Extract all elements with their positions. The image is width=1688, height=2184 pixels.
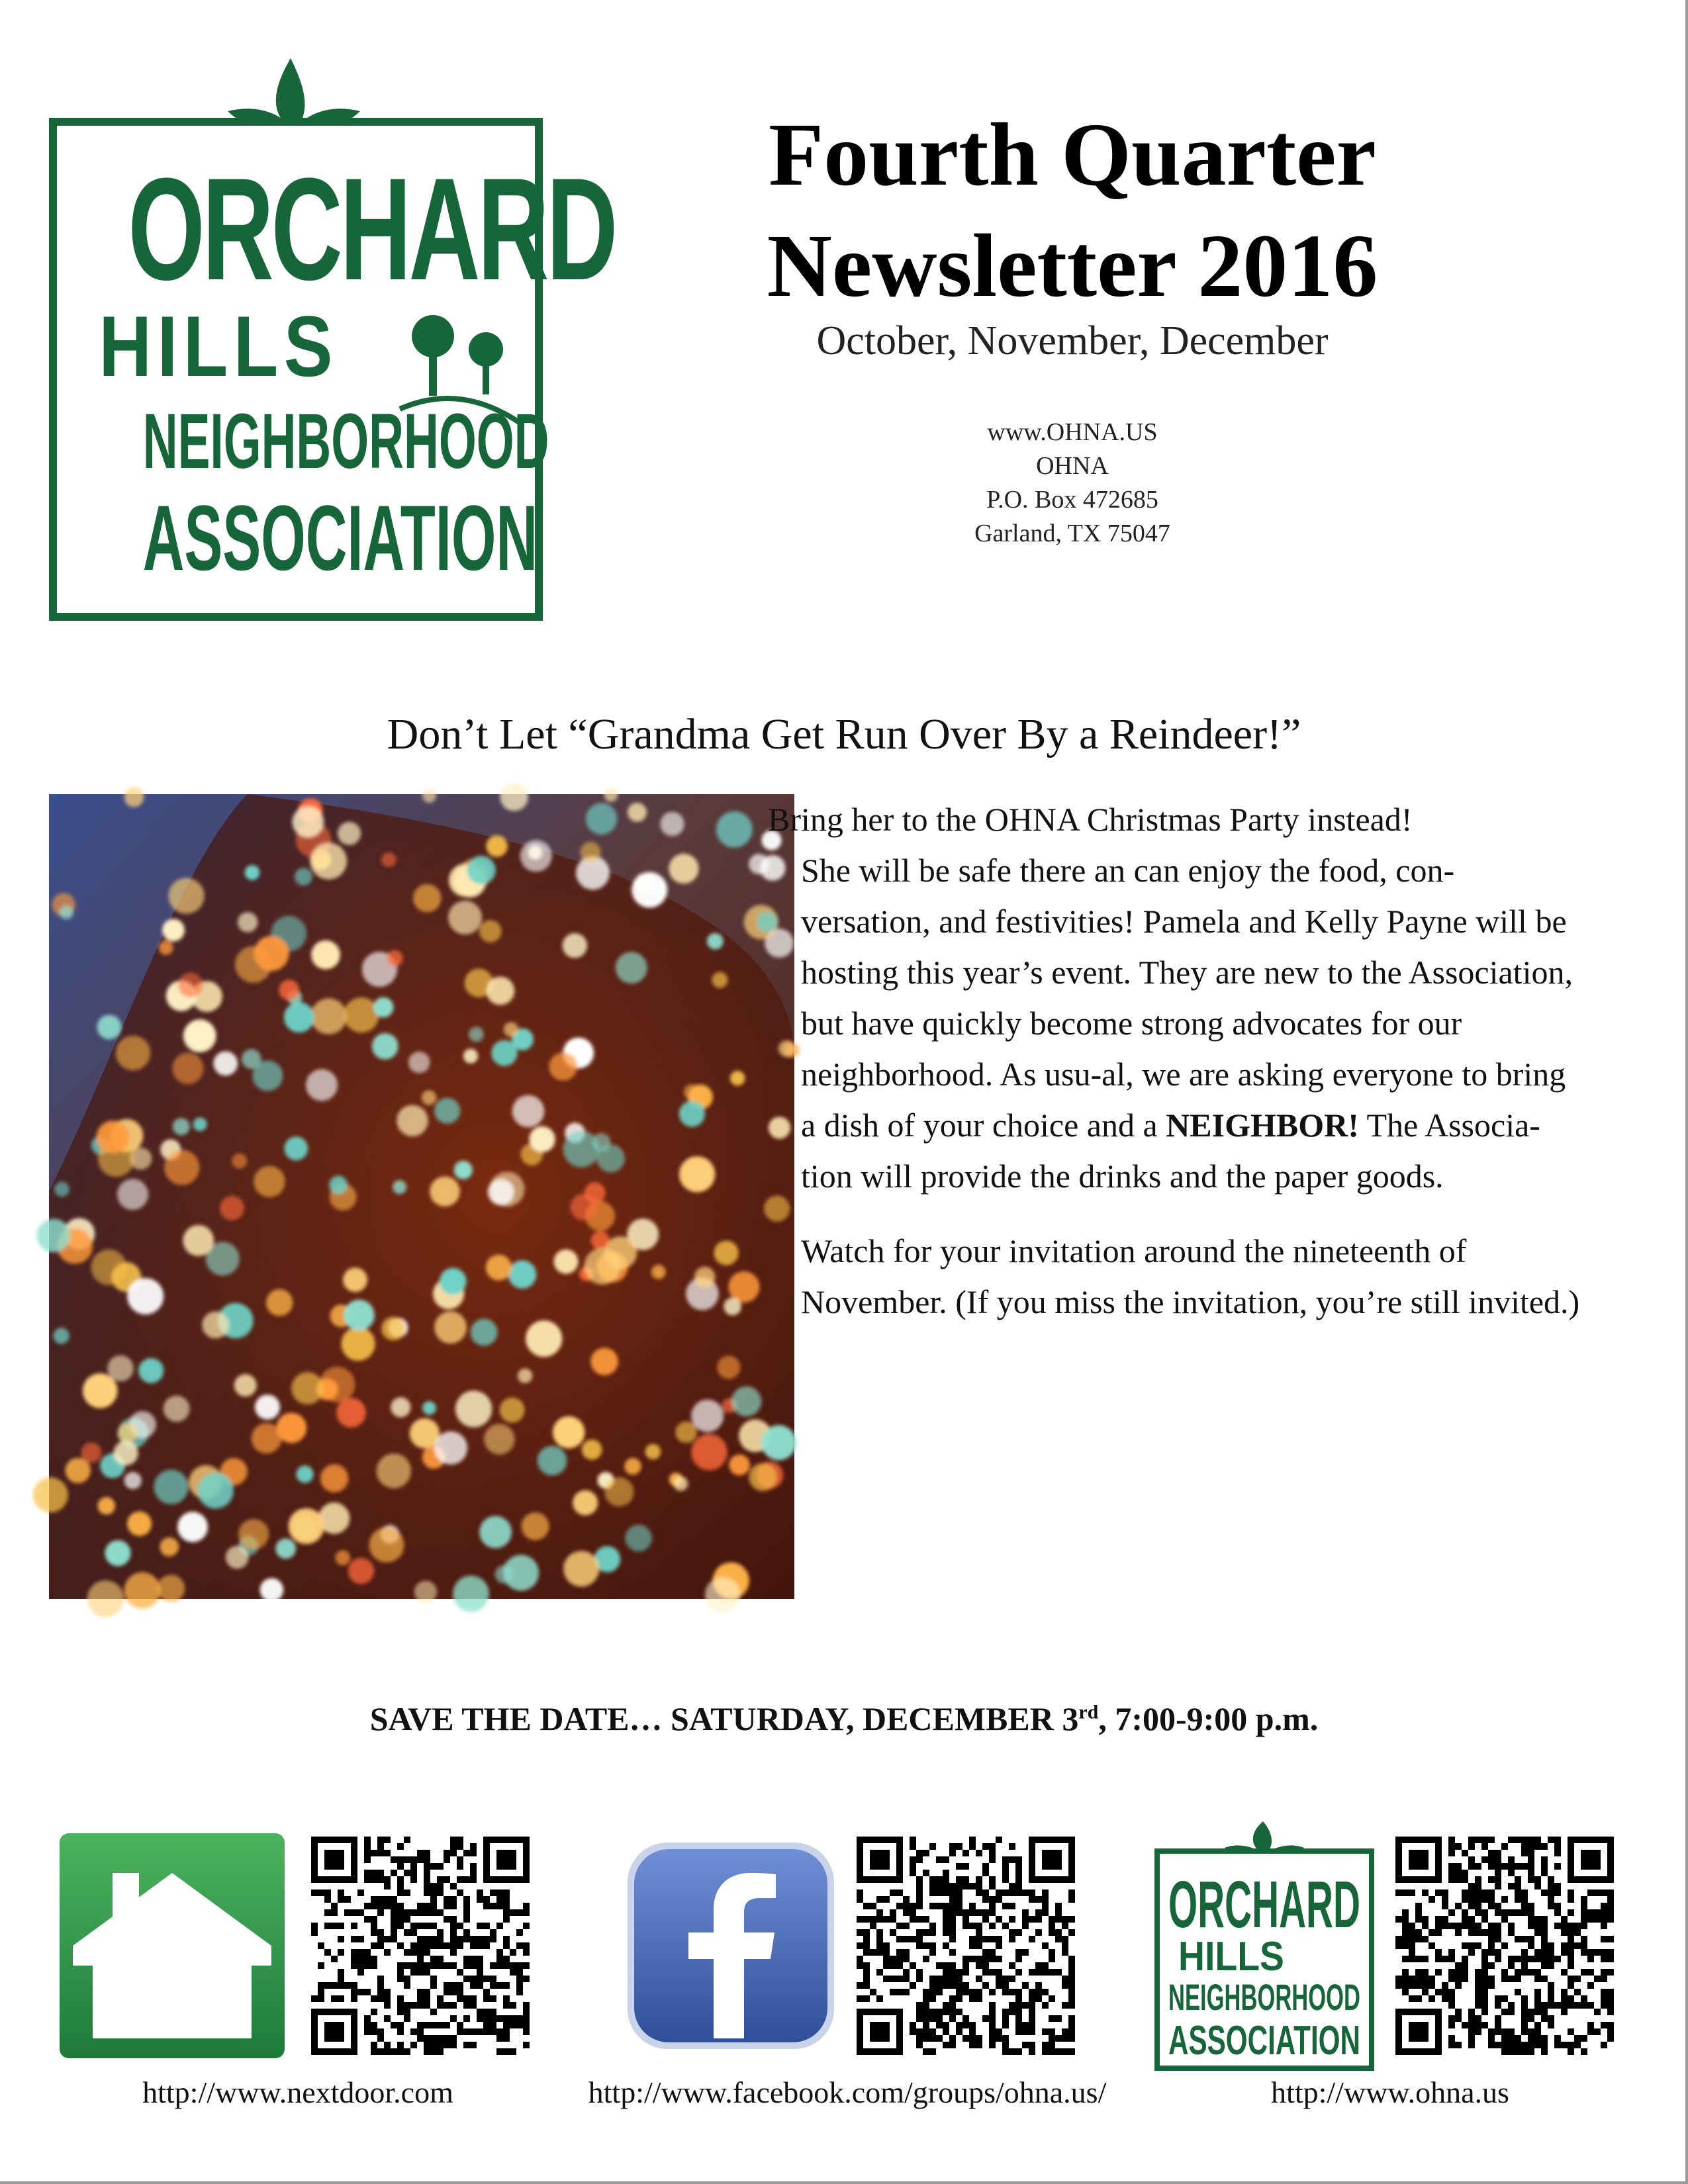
bokeh-light bbox=[434, 1311, 467, 1343]
bokeh-light bbox=[372, 1033, 399, 1060]
bokeh-light bbox=[563, 933, 588, 958]
bokeh-light bbox=[234, 1374, 257, 1396]
bokeh-light bbox=[97, 1015, 122, 1039]
article-paragraph-1 bbox=[768, 794, 1582, 1202]
bokeh-light bbox=[628, 803, 647, 822]
bokeh-light bbox=[731, 1387, 761, 1416]
bokeh-light bbox=[714, 1241, 739, 1265]
bokeh-light bbox=[202, 1312, 229, 1339]
bokeh-light bbox=[691, 1400, 724, 1432]
bokeh-light bbox=[454, 1161, 473, 1179]
bokeh-light bbox=[422, 1401, 436, 1415]
bokeh-light bbox=[320, 1367, 355, 1402]
bokeh-light bbox=[761, 1425, 796, 1460]
bokeh-light bbox=[463, 1049, 478, 1064]
bokeh-light bbox=[255, 1394, 280, 1420]
bokeh-light bbox=[338, 822, 361, 845]
bokeh-light bbox=[254, 936, 289, 971]
bokeh-light bbox=[434, 1098, 460, 1124]
bokeh-light bbox=[590, 1348, 618, 1376]
bokeh-light bbox=[453, 1576, 489, 1612]
bokeh-light bbox=[91, 1250, 127, 1285]
contact-city: Garland, TX 75047 bbox=[974, 520, 1170, 547]
bokeh-light bbox=[669, 854, 698, 884]
bokeh-light bbox=[164, 1396, 190, 1422]
link-nextdoor[interactable]: http://www.nextdoor.com bbox=[142, 2075, 453, 2109]
bokeh-light bbox=[604, 1477, 633, 1506]
qr-code-ohna[interactable] bbox=[1395, 1837, 1614, 2055]
qr-code-facebook[interactable] bbox=[857, 1837, 1075, 2055]
qr-code-nextdoor[interactable] bbox=[311, 1837, 530, 2055]
contact-block bbox=[662, 416, 1483, 551]
bokeh-light bbox=[729, 1455, 750, 1476]
bokeh-light bbox=[342, 1327, 375, 1361]
bokeh-light bbox=[616, 952, 647, 983]
logo-text-association: ASSOCIATION bbox=[142, 486, 538, 590]
bokeh-light bbox=[284, 1002, 314, 1032]
bokeh-light bbox=[422, 789, 436, 803]
bokeh-light bbox=[467, 856, 496, 884]
bokeh-light bbox=[107, 1355, 134, 1382]
christmas-lights-photo bbox=[49, 794, 794, 1599]
contact-website: www.OHNA.US bbox=[987, 418, 1158, 446]
bokeh-light bbox=[479, 920, 502, 942]
bokeh-light bbox=[675, 1422, 697, 1443]
bokeh-light bbox=[159, 940, 173, 955]
bokeh-light bbox=[168, 878, 204, 914]
bokeh-light bbox=[554, 1250, 579, 1274]
bokeh-light bbox=[173, 1118, 190, 1135]
bokeh-light bbox=[712, 972, 727, 988]
bokeh-light bbox=[413, 884, 442, 913]
bokeh-light bbox=[691, 1434, 727, 1471]
bokeh-light bbox=[98, 1497, 116, 1515]
link-ohna[interactable]: http://www.ohna.us bbox=[1271, 2075, 1509, 2109]
bokeh-light bbox=[522, 1512, 549, 1540]
bokeh-light bbox=[117, 1179, 148, 1210]
bokeh-light bbox=[373, 997, 394, 1018]
title-line-1: Fourth Quarter bbox=[769, 105, 1376, 205]
para1-text: She will be safe there an can enjoy the food, con-versation, and festivities! Pamela and Kelly Payne will be hosting this year’s event. They are new to the Association, but have quickly become strong advocates for our neighborhood. As usu-al, we are asking everyone to bring a dish of your choice and a bbox=[801, 852, 1573, 1144]
bokeh-light bbox=[213, 1052, 238, 1076]
bokeh-light bbox=[553, 1416, 585, 1448]
bokeh-light bbox=[279, 979, 299, 1000]
bokeh-light bbox=[504, 1022, 518, 1036]
bokeh-light bbox=[500, 783, 528, 811]
bokeh-light bbox=[724, 1298, 741, 1316]
bokeh-light bbox=[320, 1465, 348, 1492]
bokeh-light bbox=[60, 905, 73, 919]
contact-org: OHNA bbox=[1036, 452, 1109, 480]
save-date-time: , 7:00-9:00 p.m. bbox=[1098, 1700, 1319, 1737]
bokeh-light bbox=[220, 1196, 244, 1220]
bokeh-light bbox=[660, 812, 684, 836]
bokeh-light bbox=[154, 1470, 189, 1504]
bokeh-light bbox=[387, 950, 403, 967]
bokeh-light bbox=[335, 1550, 350, 1565]
logo-text-orchard: ORCHARD bbox=[128, 148, 616, 310]
bokeh-light bbox=[160, 1537, 179, 1557]
bokeh-light bbox=[471, 1319, 498, 1346]
save-date-suffix: rd bbox=[1078, 1701, 1099, 1723]
bokeh-light bbox=[625, 1525, 652, 1552]
bokeh-light bbox=[87, 1580, 124, 1617]
bokeh-light bbox=[377, 1453, 411, 1488]
bokeh-light bbox=[245, 865, 260, 880]
bokeh-light bbox=[486, 977, 514, 1005]
bokeh-light bbox=[571, 1194, 597, 1220]
bokeh-light bbox=[232, 1154, 247, 1169]
bokeh-light bbox=[469, 1026, 484, 1042]
bokeh-light bbox=[183, 1225, 214, 1256]
bokeh-light bbox=[177, 1512, 208, 1542]
bokeh-light bbox=[306, 1069, 338, 1101]
title-line-2: Newsletter 2016 bbox=[767, 216, 1378, 316]
article-body bbox=[768, 794, 1582, 1328]
bokeh-light bbox=[391, 1397, 410, 1417]
article-paragraph-2: Watch for your invitation around the nineteenth of November. (If you miss the invitation, you’re still invited.) bbox=[801, 1232, 1580, 1320]
bokeh-light bbox=[393, 1180, 406, 1194]
bokeh-light bbox=[486, 835, 507, 856]
bokeh-light bbox=[414, 1580, 437, 1603]
bokeh-light bbox=[707, 933, 724, 950]
bokeh-light bbox=[582, 1439, 602, 1460]
contact-po-box: P.O. Box 472685 bbox=[986, 486, 1158, 514]
bokeh-light bbox=[260, 1578, 284, 1602]
bokeh-light bbox=[580, 842, 600, 862]
svg-text:ORCHARD: ORCHARD bbox=[1168, 1868, 1360, 1942]
bokeh-light bbox=[563, 1131, 600, 1167]
bokeh-light bbox=[526, 1320, 562, 1357]
bokeh-light bbox=[310, 842, 347, 879]
bokeh-light bbox=[277, 1413, 307, 1443]
bokeh-light bbox=[329, 1176, 348, 1195]
bokeh-light bbox=[679, 1101, 705, 1126]
bokeh-light bbox=[33, 1477, 68, 1512]
bokeh-light bbox=[512, 1095, 545, 1128]
bokeh-light bbox=[37, 1219, 71, 1253]
bokeh-light bbox=[266, 1289, 293, 1316]
page-edge-right bbox=[1685, 0, 1688, 2184]
bokeh-light bbox=[162, 919, 185, 941]
bokeh-light bbox=[275, 1539, 296, 1559]
bokeh-light bbox=[310, 998, 346, 1034]
bokeh-light bbox=[705, 1577, 740, 1612]
svg-text:ASSOCIATION: ASSOCIATION bbox=[1168, 2018, 1360, 2064]
bokeh-light bbox=[455, 1390, 492, 1427]
bokeh-light bbox=[289, 1508, 324, 1544]
bokeh-light bbox=[138, 1358, 164, 1383]
bokeh-light bbox=[397, 1105, 428, 1136]
neighbor-emphasis: NEIGHBOR! bbox=[1166, 1107, 1359, 1144]
bokeh-light bbox=[563, 1551, 599, 1587]
bokeh-light bbox=[164, 1150, 199, 1185]
bokeh-light bbox=[296, 1465, 313, 1482]
bokeh-light bbox=[254, 1166, 285, 1197]
bokeh-light bbox=[596, 1144, 624, 1172]
bokeh-light bbox=[105, 1540, 130, 1566]
bokeh-light bbox=[124, 1472, 142, 1489]
para1-lead: Bring her to the OHNA Christmas Party instead! bbox=[768, 801, 1413, 838]
bokeh-light bbox=[336, 1398, 366, 1428]
bokeh-light bbox=[118, 1423, 138, 1443]
bokeh-light bbox=[486, 1255, 512, 1281]
bokeh-light bbox=[632, 872, 667, 908]
bokeh-light bbox=[529, 1126, 555, 1152]
bokeh-light bbox=[538, 1446, 567, 1476]
bokeh-light bbox=[645, 1444, 661, 1460]
bokeh-light bbox=[488, 1179, 514, 1205]
bokeh-light bbox=[408, 1052, 430, 1073]
svg-text:HILLS: HILLS bbox=[1178, 1934, 1284, 1979]
bokeh-light bbox=[127, 1512, 152, 1536]
para1-end: The Associa-tion will provide the drinks and the paper goods. bbox=[801, 1107, 1540, 1195]
bokeh-light bbox=[344, 997, 379, 1032]
nextdoor-house-icon[interactable] bbox=[60, 1833, 285, 2058]
logo-text-neighborhood: NEIGHBORHOOD bbox=[142, 398, 549, 485]
bokeh-light bbox=[520, 840, 552, 872]
bokeh-light bbox=[183, 1019, 216, 1052]
bokeh-light bbox=[295, 868, 312, 886]
save-the-date bbox=[0, 1700, 1688, 1738]
bokeh-light bbox=[422, 1090, 436, 1105]
bokeh-light bbox=[238, 1519, 269, 1549]
bokeh-light bbox=[81, 1443, 102, 1463]
bokeh-light bbox=[624, 1458, 641, 1475]
bokeh-light bbox=[54, 1182, 69, 1197]
bokeh-light bbox=[197, 1473, 234, 1509]
bokeh-light bbox=[127, 1278, 164, 1314]
bokeh-light bbox=[586, 803, 618, 835]
bokeh-light bbox=[178, 973, 203, 998]
bokeh-light bbox=[549, 1052, 577, 1081]
bokeh-light bbox=[83, 1373, 118, 1408]
bokeh-light bbox=[124, 788, 144, 807]
bokeh-light bbox=[651, 1265, 666, 1279]
bokeh-light bbox=[124, 1572, 161, 1609]
svg-text:NEIGHBORHOOD: NEIGHBORHOOD bbox=[1168, 1976, 1360, 2018]
bokeh-light bbox=[172, 1053, 203, 1084]
bokeh-light bbox=[293, 806, 324, 838]
bokeh-light bbox=[749, 1463, 776, 1491]
logo-text-hills: HILLS bbox=[99, 298, 338, 394]
ohna-logo bbox=[49, 58, 616, 621]
bokeh-light bbox=[573, 1490, 598, 1516]
bokeh-light bbox=[673, 1477, 688, 1491]
bokeh-light bbox=[348, 1558, 375, 1584]
ohna-logo-icon[interactable] bbox=[1152, 1821, 1377, 2073]
bokeh-light bbox=[518, 1369, 532, 1383]
bokeh-light bbox=[430, 1177, 459, 1206]
bokeh-light bbox=[434, 1432, 467, 1465]
bokeh-light bbox=[291, 1372, 324, 1404]
bokeh-light bbox=[508, 1260, 537, 1289]
newsletter-title bbox=[662, 99, 1483, 322]
bokeh-light bbox=[717, 1355, 740, 1379]
save-date-text: SAVE THE DATE… SATURDAY, DECEMBER 3 bbox=[369, 1700, 1079, 1737]
bokeh-light bbox=[193, 1117, 207, 1131]
bokeh-light bbox=[479, 1516, 512, 1549]
bokeh-light bbox=[97, 1120, 130, 1154]
bokeh-light bbox=[284, 1136, 308, 1160]
bokeh-light bbox=[716, 811, 753, 848]
bokeh-light bbox=[344, 1300, 375, 1331]
bokeh-light bbox=[158, 1574, 185, 1602]
bokeh-light bbox=[226, 1546, 249, 1569]
para1-continued bbox=[768, 845, 1582, 1202]
bokeh-light bbox=[694, 1267, 716, 1288]
article-headline: Don’t Let “Grandma Get Run Over By a Reindeer!” bbox=[387, 710, 1301, 758]
bokeh-light bbox=[252, 1061, 283, 1091]
bokeh-light bbox=[604, 788, 618, 802]
bokeh-light bbox=[369, 1527, 404, 1563]
bokeh-light bbox=[448, 901, 482, 934]
bokeh-light bbox=[343, 1267, 367, 1292]
bokeh-light bbox=[730, 1071, 745, 1086]
facebook-icon[interactable] bbox=[625, 1840, 837, 2052]
bokeh-light bbox=[495, 1565, 514, 1584]
bokeh-light bbox=[381, 1317, 405, 1341]
bokeh-light bbox=[381, 852, 397, 868]
newsletter-months: October, November, December bbox=[816, 318, 1329, 363]
bokeh-light bbox=[679, 1156, 715, 1192]
bokeh-light bbox=[238, 912, 258, 932]
bokeh-light bbox=[113, 1441, 138, 1465]
bokeh-light bbox=[484, 1424, 514, 1455]
page-edge-bottom bbox=[0, 2181, 1688, 2184]
bokeh-light bbox=[604, 1236, 637, 1269]
bokeh-light bbox=[311, 940, 340, 970]
bokeh-light bbox=[53, 1328, 70, 1344]
bokeh-light bbox=[116, 1036, 150, 1070]
bokeh-light bbox=[440, 1268, 467, 1295]
bokeh-light bbox=[684, 1084, 700, 1100]
bokeh-light bbox=[500, 1398, 525, 1423]
link-facebook[interactable]: http://www.facebook.com/groups/ohna.us/ bbox=[588, 2075, 1107, 2109]
